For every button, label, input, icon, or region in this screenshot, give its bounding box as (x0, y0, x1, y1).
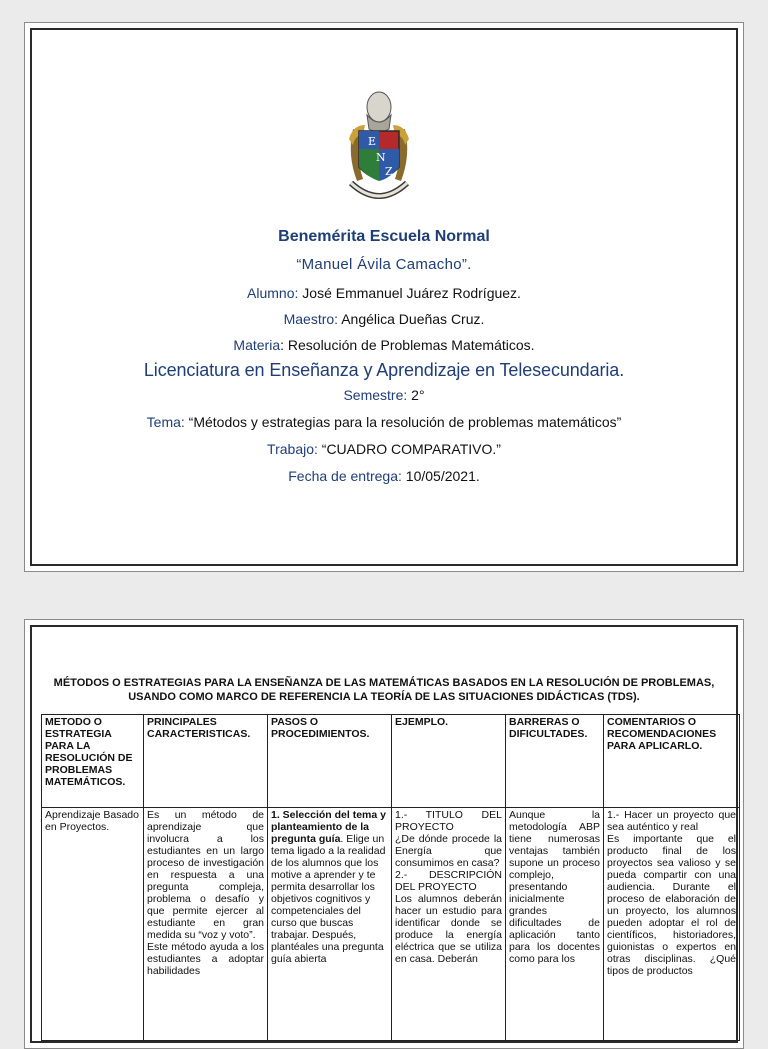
school-name: Benemérita Escuela Normal (278, 228, 490, 245)
example-paragraph-2: ¿De dónde procede la Energía que consumimos en casa? (395, 833, 502, 869)
teacher-label: Maestro: (283, 311, 339, 327)
comparison-table (41, 714, 740, 1041)
date-value: 10/05/2021. (405, 468, 480, 484)
characteristics-paragraph-2: Este método ayuda a los estudiantes a adoptar habilidades (147, 941, 264, 977)
steps-text: . Elige un tema ligado a la realidad de los alumnos que los motive a aprender y te permita desarrollar los objetivos cognitivos y competenciales del curso que buscas trabajar. Después, plantéales una pregunta guía abierta (271, 833, 386, 965)
topic-value: “Métodos y estrategias para la resolución de problemas matemáticos” (188, 414, 622, 430)
table-row (42, 808, 740, 1041)
header-example: EJEMPLO. (392, 715, 506, 808)
header-comments: COMENTARIOS O RECOMENDACIONES PARA APLICARLO. (604, 715, 740, 808)
example-paragraph-1: 1.- TITULO DEL PROYECTO (395, 809, 502, 833)
student-label: Alumno: (247, 285, 299, 301)
table-header-row (42, 715, 740, 808)
subject-line (25, 337, 743, 353)
cell-barriers: Aunque la metodología ABP tiene numerosas ventajas también supone un proceso complejo, presentando inicialmente grandes dificultades de aplicación tanto para los docentes como para los (506, 808, 604, 1041)
date-label: Fecha de entrega: (288, 468, 402, 484)
semester-value: 2° (411, 387, 425, 403)
student-value: José Emmanuel Juárez Rodríguez. (302, 285, 521, 301)
work-label: Trabajo: (267, 441, 318, 457)
degree-title: Licenciatura en Enseñanza y Aprendizaje en Telesecundaria. (143, 360, 625, 380)
cover-text-block (25, 225, 743, 484)
date-line (25, 468, 743, 484)
semester-line (25, 387, 743, 403)
work-line (25, 441, 743, 457)
header-characteristics: PRINCIPALES CARACTERISTICAS. (144, 715, 268, 808)
comments-paragraph-2: Es importante que el producto final de los proyectos sea valioso y se pueda compartir con una audiencia. Durante el proceso de elaboración de un proyecto, los alumnos pueden adoptar el rol de científicos, historiadores, guionistas o expertos en otras disciplinas. ¿Qué tipos de productos (607, 833, 736, 977)
cell-comments (604, 808, 740, 1041)
header-method: METODO O ESTRATEGIA PARA LA RESOLUCIÓN DE PROBLEMAS MATEMÁTICOS. (42, 715, 144, 808)
comments-paragraph-1: 1.- Hacer un proyecto que sea auténtico y real (607, 809, 736, 833)
header-barriers: BARRERAS O DIFICULTADES. (506, 715, 604, 808)
crest-initial-z: Z (385, 165, 393, 178)
topic-label: Tema: (146, 414, 185, 430)
header-steps: PASOS O PROCEDIMIENTOS. (268, 715, 392, 808)
work-value: “CUADRO COMPARATIVO.” (321, 441, 501, 457)
example-paragraph-4: Los alumnos deberán hacer un estudio para identificar donde se produce la energía eléctrica que se utiliza en casa. Deberán (395, 893, 502, 965)
cell-steps (268, 808, 392, 1041)
table-page (24, 619, 744, 1049)
cell-example (392, 808, 506, 1041)
cell-characteristics (144, 808, 268, 1041)
crest-initial-e: E (368, 135, 377, 148)
cell-method: Aprendizaje Basado en Proyectos. (42, 808, 144, 1041)
topic-line (25, 414, 743, 430)
subject-value: : Resolución de Problemas Matemáticos. (280, 337, 535, 353)
semester-label: Semestre: (343, 387, 408, 403)
steps-heading: 1. Selección del tema y planteamiento de la pregunta guía (271, 809, 386, 845)
subject-label: Materia (233, 337, 281, 353)
table-intro-heading: MÉTODOS O ESTRATEGIAS PARA LA ENSEÑANZA DE LAS MATEMÁTICAS BASADOS EN LA RESOLUCIÓN DE PROBLEMAS, USANDO COMO MARCO DE REFERENCIA LA TEORÍA DE LAS SITUACIONES DIDÁCTICAS (TDS). (53, 677, 715, 703)
teacher-line (25, 311, 743, 327)
school-subtitle: “Manuel Ávila Camacho”. (296, 256, 472, 273)
example-paragraph-3: 2.- DESCRIPCIÓN DEL PROYECTO (395, 869, 502, 893)
teacher-value: Angélica Dueñas Cruz. (341, 311, 485, 327)
cover-page (24, 22, 744, 572)
student-line (25, 285, 743, 301)
characteristics-paragraph-1: Es un método de aprendizaje que involucra a los estudiantes en un largo proceso de investigación en respuesta a una pregunta compleja, problema o desafío y que permite ejercer al estudiante en gran medida su “voz y voto”. (147, 809, 264, 941)
school-crest-logo (343, 85, 415, 221)
crest-initial-n: N (376, 151, 386, 164)
